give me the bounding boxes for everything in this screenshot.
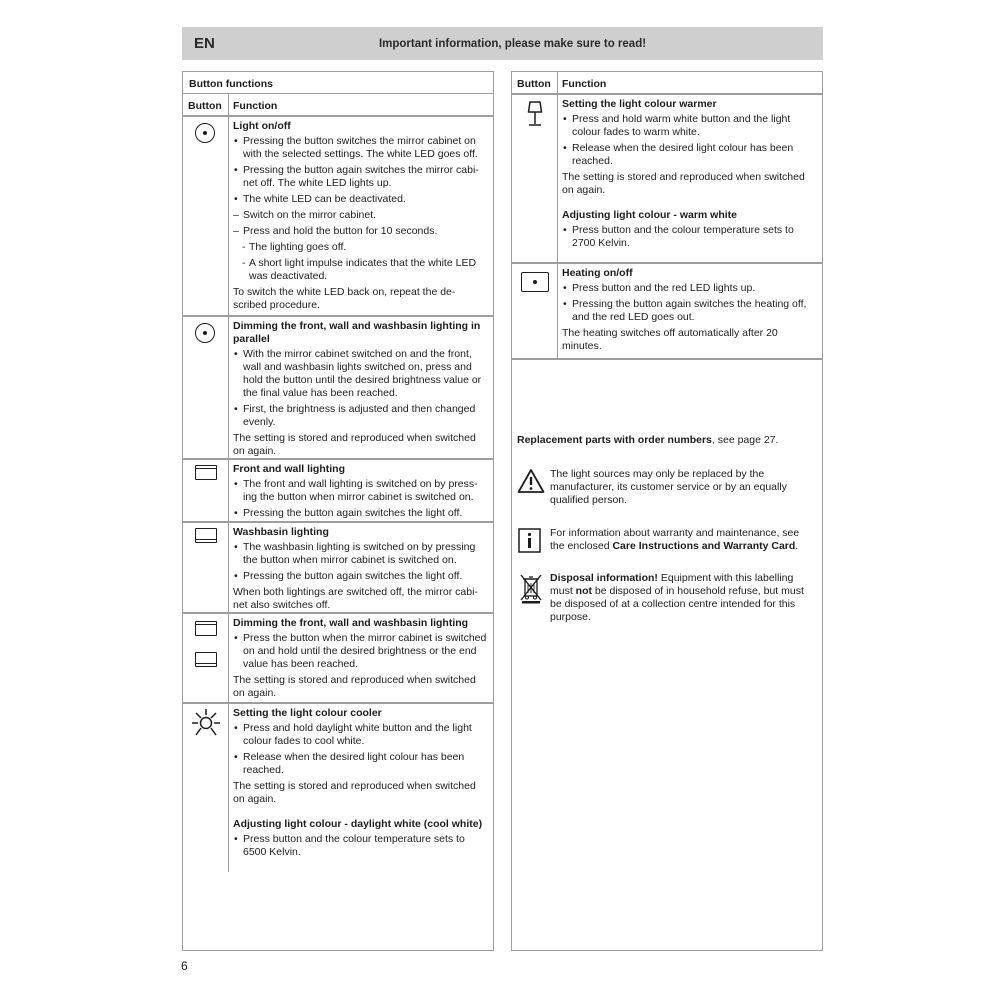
row-note: When both lightings are switched off, the mirror cabi-net also switches off. <box>233 586 478 611</box>
list-item: • The white LED can be deactivated. <box>233 193 487 206</box>
list-item: • The washbasin lighting is switched on by pressing the button when mirror cabinet is switched on. <box>233 541 487 567</box>
header-title: Important information, please make sure to read! <box>378 38 647 50</box>
table-row <box>183 614 493 704</box>
row-title: Dimming the front, wall and washbasin lighting in parallel <box>233 320 481 345</box>
list-item: • Press and hold warm white button and the light colour fades to warm white. <box>562 113 816 139</box>
row-note: To switch the white LED back on, repeat the de-scribed procedure. <box>233 286 456 311</box>
table-caption: Button functions <box>183 72 493 94</box>
warning-note: The light sources may only be replaced by the manufacturer, its customer service or by an equally qualified person. <box>517 468 812 507</box>
list-item: • Pressing the button again switches the light off. <box>233 507 487 520</box>
row-title: Setting the light colour cooler <box>233 707 382 719</box>
table-row <box>183 117 493 317</box>
row-subtitle: Adjusting light colour - daylight white (cool white) <box>233 818 483 830</box>
language-code: EN <box>194 35 215 52</box>
front-wall-light-icon <box>195 465 217 480</box>
header-bar <box>182 27 823 60</box>
list-item: - A short light impulse indicates that the white LED was deactivated. <box>233 257 487 283</box>
dimming-parallel-icon <box>195 323 215 343</box>
list-item: - The lighting goes off. <box>233 241 487 254</box>
list-item: • Pressing the button switches the mirror cabinet on with the selected settings. The white LED goes off. <box>233 135 487 161</box>
row-title: Washbasin lighting <box>233 526 329 538</box>
row-note: The setting is stored and reproduced when switched on again. <box>233 674 476 699</box>
row-note: The setting is stored and reproduced when switched on again. <box>562 171 805 196</box>
list-item: • Pressing the button again switches the heating off, and the red LED goes out. <box>562 298 816 324</box>
list-item: – Switch on the mirror cabinet. <box>233 209 487 222</box>
dimming-icon-2 <box>195 652 217 667</box>
row-title: Setting the light colour warmer <box>562 98 717 110</box>
table-row <box>512 264 822 360</box>
list-item: • Pressing the button again switches the mirror cabi-net off. The white LED lights up. <box>233 164 487 190</box>
list-item: • Press and hold daylight white button and the light colour fades to cool white. <box>233 722 487 748</box>
warning-triangle-icon <box>517 468 545 494</box>
table-row <box>183 460 493 523</box>
light-power-icon <box>195 123 215 143</box>
disposal-note: Disposal information! Equipment with this labelling must not be disposed of in household refuse, but must be disposed of at a collection centre intended for this purpose. <box>517 572 812 624</box>
warranty-info-note: For information about warranty and maintenance, see the enclosed Care Instructions and Warranty Card. <box>517 527 812 553</box>
table-row <box>512 95 822 264</box>
dimming-icon <box>195 621 217 636</box>
column-header-button: Button <box>512 72 558 93</box>
crossed-bin-icon <box>519 574 543 604</box>
row-title: Light on/off <box>233 120 291 132</box>
row-note: The setting is stored and reproduced when switched on again. <box>233 432 476 457</box>
list-item: • Pressing the button again switches the light off. <box>233 570 487 583</box>
list-item: • First, the brightness is adjusted and then changed evenly. <box>233 403 487 429</box>
list-item: • The front and wall lighting is switched on by press-ing the button when mirror cabinet is switched on. <box>233 478 487 504</box>
list-item: • Release when the desired light colour has been reached. <box>233 751 487 777</box>
column-header-function: Function <box>233 100 278 112</box>
row-subtitle: Adjusting light colour - warm white <box>562 209 737 221</box>
table-row <box>183 523 493 614</box>
list-item: • Press button and the colour temperature sets to 2700 Kelvin. <box>562 224 816 250</box>
column-header-function: Function <box>562 78 607 90</box>
list-item: • Press the button when the mirror cabinet is switched on and hold until the desired brightness or the end value has been reached. <box>233 632 487 671</box>
info-icon <box>518 528 542 554</box>
lamp-warm-icon <box>525 100 545 128</box>
table-row <box>183 704 493 872</box>
row-note: The heating switches off automatically after 20 minutes. <box>562 327 778 352</box>
row-title: Front and wall lighting <box>233 463 345 475</box>
replacement-parts-note: Replacement parts with order numbers, see page 27. <box>517 434 779 446</box>
sun-cool-icon <box>191 708 221 738</box>
list-item: • With the mirror cabinet switched on and the front, wall and washbasin lights switched on, press and hold the button until the desired brightness value or the final value has been reached. <box>233 348 487 400</box>
table-row <box>183 317 493 460</box>
right-table-panel <box>511 71 823 951</box>
list-item: • Press button and the colour temperature sets to 6500 Kelvin. <box>233 833 487 859</box>
list-item: • Press button and the red LED lights up. <box>562 282 816 295</box>
row-title: Dimming the front, wall and washbasin lighting <box>233 617 469 629</box>
left-table-panel <box>182 71 494 951</box>
row-title: Heating on/off <box>562 267 633 279</box>
table-header <box>183 94 493 117</box>
table-header <box>512 72 822 95</box>
list-item: – Press and hold the button for 10 seconds. <box>233 225 487 238</box>
page-number: 6 <box>181 959 188 973</box>
row-note: The setting is stored and reproduced when switched on again. <box>233 780 476 805</box>
washbasin-light-icon <box>195 528 217 543</box>
column-header-button: Button <box>183 94 229 115</box>
heating-icon <box>521 272 549 292</box>
list-item: • Release when the desired light colour has been reached. <box>562 142 816 168</box>
